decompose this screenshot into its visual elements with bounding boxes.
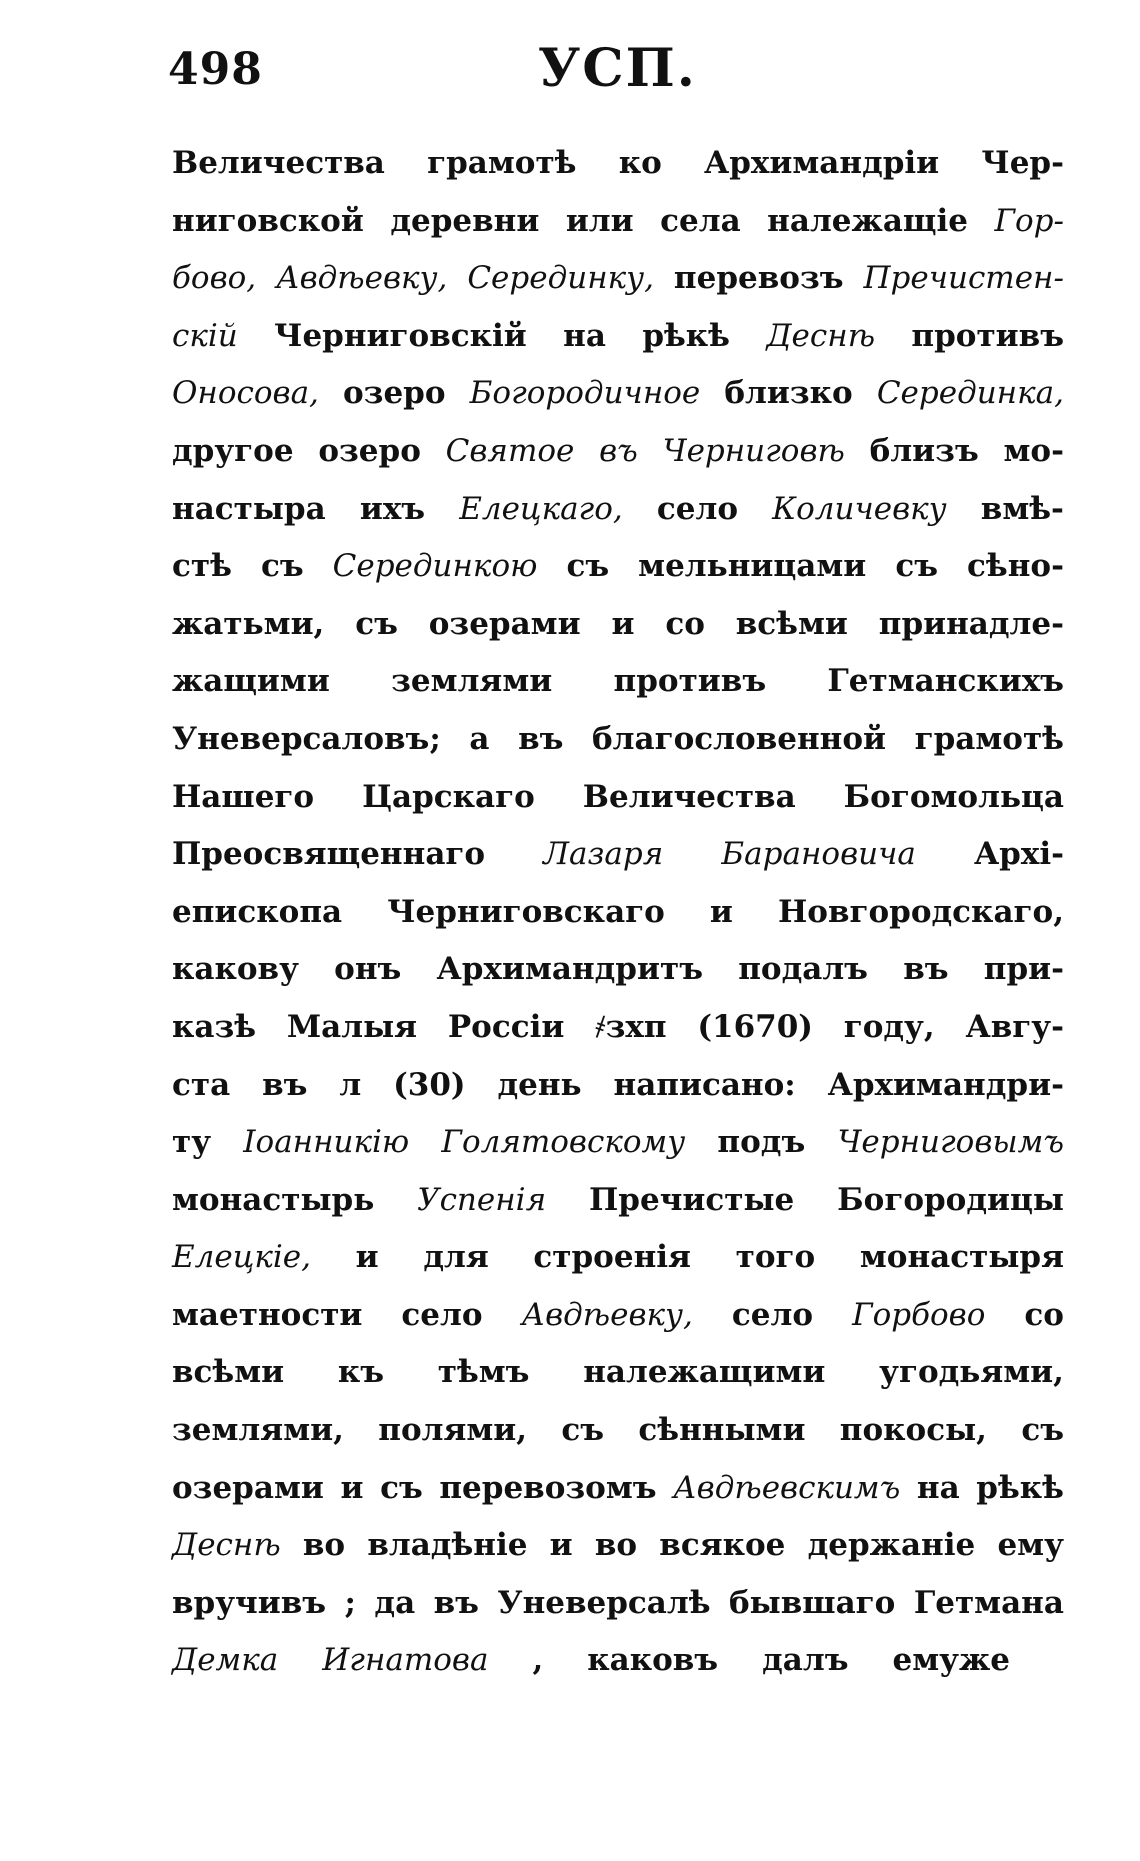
text-line [172, 1354, 1064, 1412]
word: Черниговѣ [662, 432, 845, 469]
word: Серединку, [467, 260, 654, 297]
word: угодьями, [879, 1354, 1064, 1391]
text-line [172, 1642, 1064, 1700]
word: со [1024, 1296, 1064, 1333]
word: Чер- [981, 145, 1064, 181]
word: Величества [172, 145, 385, 181]
word: належащіе [767, 202, 968, 239]
word: того [735, 1239, 816, 1276]
word: ту [172, 1124, 212, 1161]
word: Пречистые [589, 1181, 795, 1218]
word: и [340, 1469, 364, 1506]
word: владѣніе [367, 1527, 528, 1564]
word: скій [172, 317, 238, 354]
word: Богородицы [837, 1181, 1064, 1218]
word: озеро [343, 375, 446, 412]
word: и [549, 1527, 573, 1564]
word: перевозомъ [439, 1469, 657, 1506]
word: день [497, 1066, 582, 1103]
word: сѣно- [967, 548, 1064, 585]
text-line [172, 663, 1064, 721]
word: Преосвященнаго [172, 836, 486, 873]
word: настыра [172, 490, 326, 527]
text-line [172, 318, 1064, 376]
word: ста [172, 1066, 231, 1103]
text-line [172, 1124, 1064, 1182]
word: Черниговскій [274, 317, 527, 354]
word: для [423, 1239, 489, 1276]
word: монастыря [859, 1239, 1064, 1276]
word: Новгородскаго, [777, 893, 1064, 930]
text-line [172, 1239, 1064, 1297]
word: съ [895, 548, 938, 585]
word: со [665, 605, 705, 642]
word: противъ [911, 317, 1064, 354]
word: Малыя [286, 1008, 418, 1045]
word: Лазаря [543, 836, 664, 873]
running-head: УСП. [538, 38, 697, 99]
text-line [172, 1585, 1064, 1643]
word: Архі- [973, 836, 1064, 873]
word: ему [997, 1527, 1064, 1564]
text-line [172, 1527, 1064, 1585]
word: съ [355, 605, 398, 642]
text-line [172, 1067, 1064, 1125]
body-text [172, 145, 1064, 1700]
word: села [660, 202, 741, 239]
word: рѣкѣ [976, 1469, 1064, 1506]
word: бово, [172, 260, 257, 297]
word: году, [843, 1008, 935, 1045]
word: всякое [659, 1527, 786, 1564]
word: Уневерсаловъ; [172, 720, 441, 757]
word: ко [618, 145, 662, 181]
word: во [302, 1527, 346, 1564]
page-number: 498 [168, 44, 263, 95]
word: грамотѣ [914, 720, 1064, 757]
word: землями, [172, 1412, 344, 1449]
text-line [172, 1297, 1064, 1355]
word: Уневерсалѣ [497, 1584, 711, 1621]
text-line [172, 1009, 1064, 1067]
word: емуже [892, 1642, 1011, 1679]
word: грамотѣ [427, 145, 577, 181]
word: Гетмана [913, 1584, 1064, 1621]
word: Величества [582, 778, 796, 815]
word: монастырь [172, 1181, 375, 1218]
text-line [172, 260, 1064, 318]
word: какову [172, 951, 299, 988]
word: противъ [613, 663, 767, 700]
word: въ [599, 432, 638, 469]
text-line [172, 433, 1064, 491]
word: съ [566, 548, 610, 585]
word: въ [433, 1584, 479, 1621]
text-line [172, 894, 1064, 952]
word: Гор- [994, 202, 1064, 239]
word: Іоанникію [243, 1124, 410, 1161]
word: принадле- [878, 605, 1064, 642]
word: (1670) [697, 1008, 813, 1045]
word: съ [561, 1412, 605, 1449]
word: и [611, 605, 635, 642]
word: подъ [717, 1124, 806, 1161]
word: Гетманскихъ [827, 663, 1064, 700]
word: Игнатова [322, 1642, 489, 1679]
word: маетности [172, 1296, 363, 1333]
text-line [172, 548, 1064, 606]
word: казѣ [172, 1008, 257, 1045]
word: жатьми, [172, 605, 325, 642]
word: далъ [762, 1642, 849, 1679]
word: деревни [390, 202, 540, 239]
word: Серединка, [876, 375, 1064, 412]
word: къ [337, 1354, 385, 1391]
word: Царскаго [362, 778, 535, 815]
word: въ [903, 951, 949, 988]
text-line [172, 836, 1064, 894]
word: въ [262, 1066, 308, 1103]
word: Архимандріи [703, 145, 940, 181]
word: тѣмъ [437, 1354, 530, 1391]
word: покосы, [839, 1412, 987, 1449]
word: Богомольца [843, 778, 1064, 815]
text-line [172, 951, 1064, 1009]
word: ниговской [172, 202, 364, 239]
word: , [532, 1642, 544, 1679]
word: Пречистен- [863, 260, 1064, 297]
word: на [916, 1469, 960, 1506]
word: написано: [613, 1066, 796, 1103]
word: Оносова, [172, 375, 319, 412]
word: держаніе [807, 1527, 976, 1564]
word: Архимандритъ [436, 951, 703, 988]
word: и [709, 893, 733, 930]
word: да [374, 1584, 416, 1621]
word: ҂зхп [595, 1008, 667, 1045]
word: Россіи [447, 1008, 565, 1045]
word: вручивъ [172, 1584, 327, 1621]
word: Авдѣевку, [521, 1296, 693, 1333]
word: озеро [318, 432, 421, 469]
word: Авдѣевскимъ [673, 1469, 901, 1506]
word: село [656, 490, 739, 527]
word: землями [391, 663, 553, 700]
text-line [172, 1412, 1064, 1470]
word: Горбово [852, 1296, 986, 1333]
word: Богородичное [469, 375, 701, 412]
word: (30) [393, 1066, 466, 1103]
text-line [172, 491, 1064, 549]
word: съ [260, 548, 304, 585]
word: жащими [172, 663, 330, 700]
word: ; [344, 1584, 356, 1621]
word: Святое [445, 432, 575, 469]
word: или [565, 202, 634, 239]
word: Голятовскому [441, 1124, 686, 1161]
text-line [172, 1182, 1064, 1240]
word: сѣнными [638, 1412, 806, 1449]
word: во [594, 1527, 638, 1564]
word: близко [724, 375, 853, 412]
word: Авдѣевку, [276, 260, 448, 297]
word: при- [983, 951, 1064, 988]
word: другое [172, 432, 294, 469]
word: благословенной [591, 720, 886, 757]
page-header [168, 30, 1068, 110]
word: перевозъ [673, 260, 844, 297]
word: Архимандри- [827, 1066, 1064, 1103]
word: Черниговскаго [387, 893, 665, 930]
word: озерами [428, 605, 581, 642]
word: Количевку [772, 490, 947, 527]
word: Черниговымъ [837, 1124, 1064, 1161]
text-line [172, 375, 1064, 433]
word: строенія [533, 1239, 691, 1276]
word: Барановича [721, 836, 916, 873]
word: озерами [172, 1469, 324, 1506]
text-line [172, 203, 1064, 261]
word: всѣми [735, 605, 848, 642]
word: Деснѣ [766, 317, 876, 354]
word: село [731, 1296, 814, 1333]
word: л [339, 1066, 362, 1103]
word: Демка [172, 1642, 279, 1679]
word: а [469, 720, 490, 757]
text-line [172, 606, 1064, 664]
word: ихъ [359, 490, 426, 527]
word: близъ [869, 432, 979, 469]
word: съ [380, 1469, 423, 1506]
word: село [401, 1296, 483, 1333]
word: съ [1021, 1412, 1064, 1449]
word: онъ [334, 951, 402, 988]
word: въ [518, 720, 564, 757]
word: Успенія [417, 1181, 547, 1218]
text-line [172, 779, 1064, 837]
word: належащими [583, 1354, 826, 1391]
word: полями, [378, 1412, 528, 1449]
word: Авгу- [965, 1008, 1064, 1045]
word: на [563, 317, 606, 354]
word: и [355, 1239, 379, 1276]
word: каковъ [587, 1642, 719, 1679]
word: мельницами [638, 548, 867, 585]
word: бывшаго [728, 1584, 896, 1621]
word: Серединкою [332, 548, 538, 585]
word: епископа [172, 893, 343, 930]
word: всѣми [172, 1354, 285, 1391]
word: рѣкѣ [642, 317, 730, 354]
word: стѣ [172, 548, 232, 585]
text-line [172, 145, 1064, 203]
word: мо- [1003, 432, 1064, 469]
word: Нашего [172, 778, 315, 815]
word: подалъ [738, 951, 868, 988]
text-line [172, 1470, 1064, 1528]
word: вмѣ- [980, 490, 1064, 527]
word: Деснѣ [172, 1527, 281, 1564]
text-line [172, 721, 1064, 779]
word: Елецкіе, [172, 1239, 311, 1276]
word: Елецкаго, [459, 490, 623, 527]
